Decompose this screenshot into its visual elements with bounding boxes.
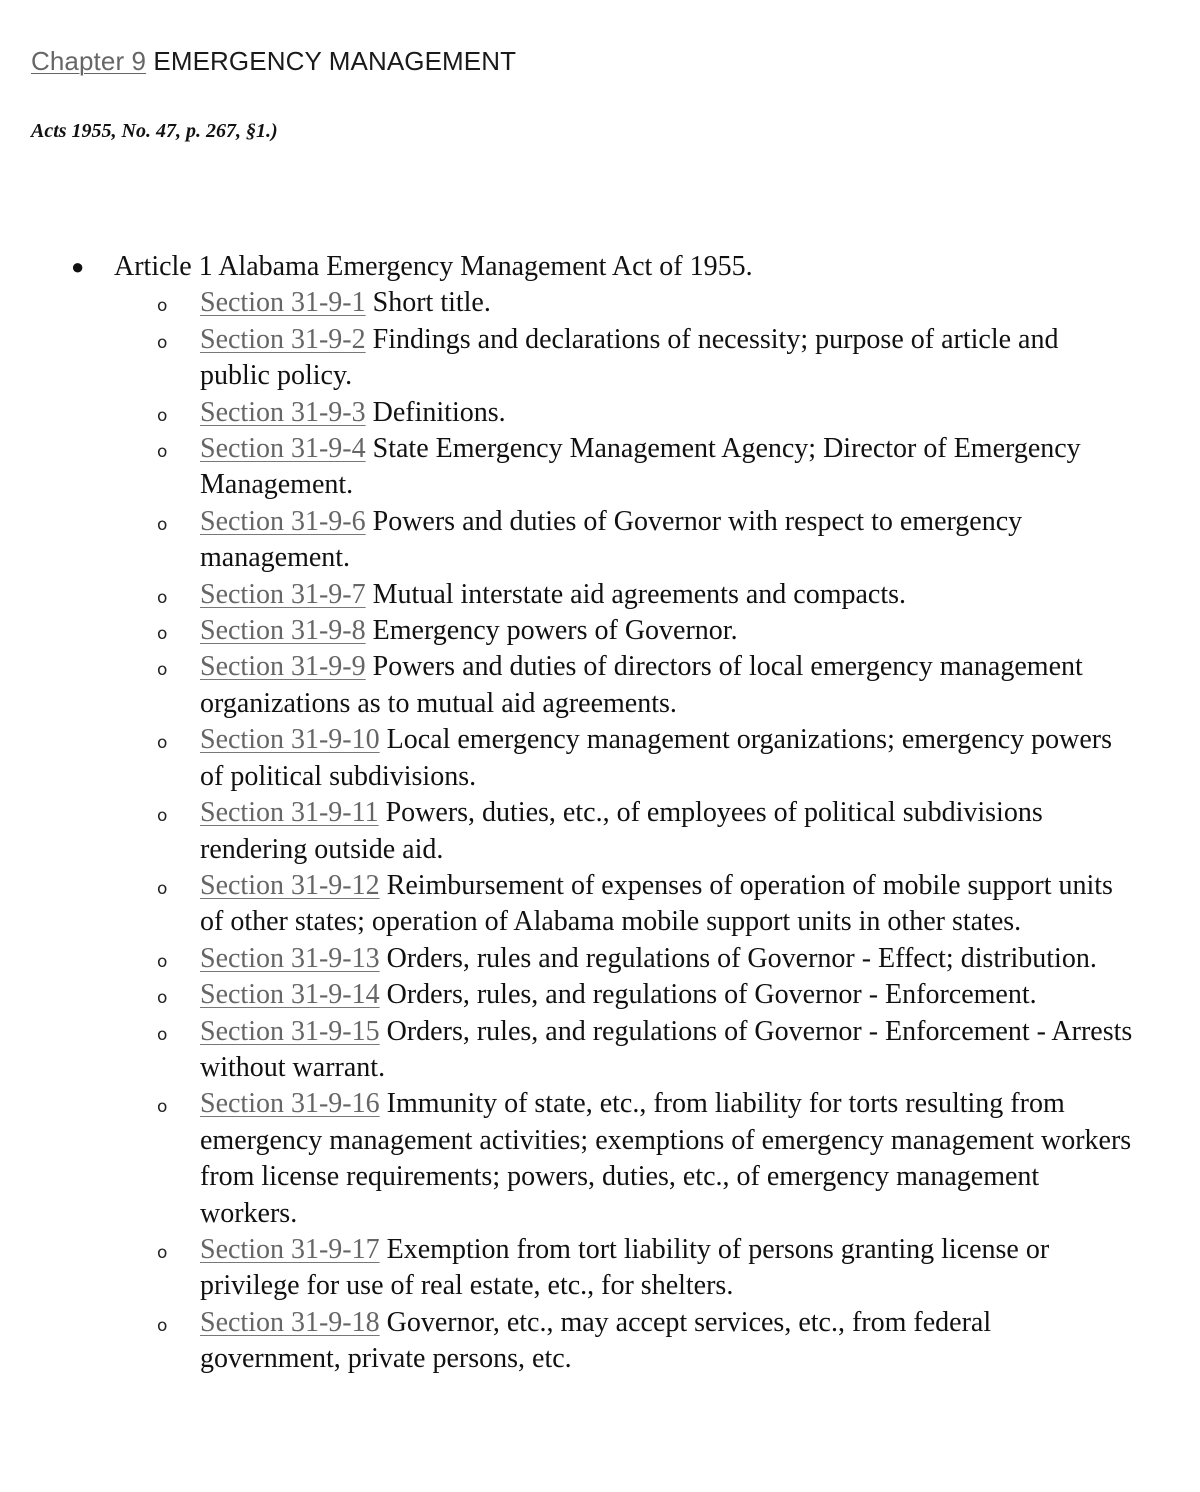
circle-bullet-icon: o [157,733,168,754]
section-item [157,1305,1135,1378]
section-item [157,395,1135,431]
circle-bullet-icon: o [157,296,168,317]
section-title: Immunity of state, etc., from liability for torts resulting from emergency management activities; exemptions of emergency management workers from license requirements; powers, duties, etc., of emergency management workers. [200,1088,1132,1229]
section-link[interactable]: Section 31-9-14 [200,979,380,1011]
section-title: Emergency powers of Governor. [365,615,738,647]
section-item [157,613,1135,649]
section-item [157,649,1135,722]
section-title: State Emergency Management Agency; Director of Emergency Management. [200,433,1081,501]
section-link[interactable]: Section 31-9-16 [200,1088,380,1120]
section-title: Exemption from tort liability of persons granting license or privilege for use of real estate, etc., for shelters. [200,1233,1050,1302]
article-title: Article 1 Alabama Emergency Management Act of 1955. [114,251,753,282]
circle-bullet-icon: o [157,1315,168,1336]
section-item [157,504,1135,577]
section-item [157,977,1135,1013]
section-link[interactable]: Section 31-9-11 [200,797,379,829]
section-item [157,322,1135,395]
circle-bullet-icon: o [157,660,168,681]
circle-bullet-icon: o [157,624,168,645]
section-title: Governor, etc., may accept services, etc., from federal government, private persons, etc. [200,1306,992,1375]
section-link[interactable]: Section 31-9-4 [200,433,366,465]
section-link[interactable]: Section 31-9-6 [200,505,366,537]
section-link[interactable]: Section 31-9-2 [200,323,366,355]
circle-bullet-icon: o [157,1024,168,1045]
section-title: Local emergency management organizations; emergency powers of political subdivisions. [200,724,1113,792]
section-link[interactable]: Section 31-9-12 [200,869,380,901]
section-list [114,285,1200,1377]
article-list [0,249,1200,1378]
section-item [157,285,1135,321]
circle-bullet-icon: o [157,442,168,463]
section-link[interactable]: Section 31-9-17 [200,1233,380,1265]
section-link[interactable]: Section 31-9-8 [200,615,366,647]
section-link[interactable]: Section 31-9-1 [200,287,366,319]
section-item [157,941,1135,977]
article-item [0,249,1200,1378]
section-title: Reimbursement of expenses of operation of mobile support units of other states; operation of Alabama mobile support units in other states. [200,869,1113,938]
section-item [157,795,1135,868]
circle-bullet-icon: o [157,806,168,827]
section-link[interactable]: Section 31-9-18 [200,1306,380,1338]
chapter-title: EMERGENCY MANAGEMENT [146,46,517,76]
circle-bullet-icon: o [157,332,168,353]
circle-bullet-icon: o [157,951,168,972]
section-title: Orders, rules, and regulations of Governor - Enforcement - Arrests without warrant. [200,1015,1133,1083]
circle-bullet-icon: o [157,1097,168,1118]
section-item [157,1232,1135,1305]
section-title: Orders, rules and regulations of Governor - Effect; distribution. [379,942,1097,974]
section-item [157,431,1135,504]
section-link[interactable]: Section 31-9-9 [200,651,366,683]
circle-bullet-icon: o [157,878,168,899]
circle-bullet-icon: o [157,405,168,426]
section-link[interactable]: Section 31-9-13 [200,942,380,974]
acts-citation: Acts 1955, No. 47, p. 267, §1.) [31,120,278,142]
section-title: Powers and duties of directors of local emergency management organizations as to mutual aid agreements. [200,651,1083,719]
circle-bullet-icon: o [157,988,168,1009]
section-link[interactable]: Section 31-9-15 [200,1015,380,1047]
section-link[interactable]: Section 31-9-7 [200,578,366,610]
section-item [157,577,1135,613]
section-title: Powers, duties, etc., of employees of political subdivisions rendering outside aid. [200,797,1043,865]
chapter-link[interactable]: Chapter 9 [31,46,147,76]
section-item [157,1014,1135,1087]
section-link[interactable]: Section 31-9-3 [200,396,366,428]
chapter-heading [31,46,516,77]
section-title: Findings and declarations of necessity; purpose of article and public policy. [200,323,1059,392]
section-item [157,868,1135,941]
section-title: Mutual interstate aid agreements and compacts. [365,578,907,610]
section-title: Short title. [365,287,491,319]
section-item [157,722,1135,795]
circle-bullet-icon: o [157,514,168,535]
bullet-icon: ● [71,254,85,279]
section-title: Definitions. [365,396,506,428]
section-link[interactable]: Section 31-9-10 [200,724,380,756]
section-title: Orders, rules, and regulations of Governor - Enforcement. [379,979,1037,1011]
circle-bullet-icon: o [157,587,168,608]
circle-bullet-icon: o [157,1242,168,1263]
section-title: Powers and duties of Governor with respect to emergency management. [200,505,1023,574]
section-item [157,1086,1135,1232]
